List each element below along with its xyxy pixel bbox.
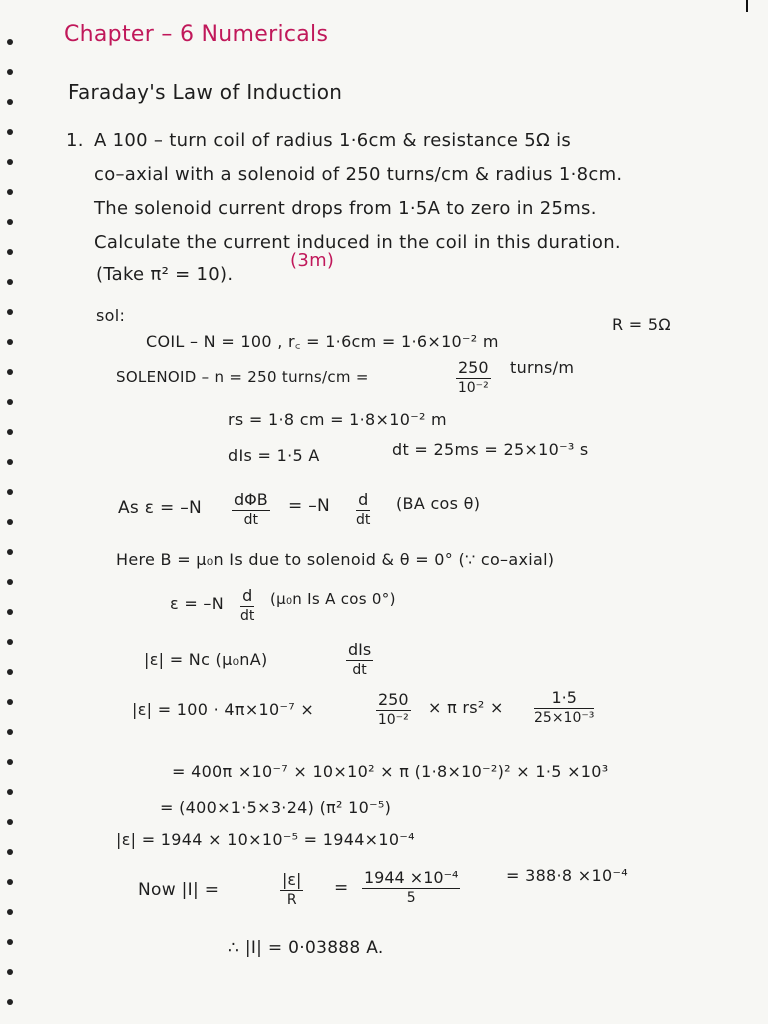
as-line-fraction-2-num: d <box>356 490 370 511</box>
problem-line-3: The solenoid current drops from 1·5A to zero in 25ms. <box>94 198 597 219</box>
calc-line-fraction-2-num: 1·5 <box>534 688 594 709</box>
problem-marks: (3m) <box>290 250 335 271</box>
dis-line: dIs = 1·5 A <box>228 446 320 465</box>
step-4: |ε| = 1944 × 10×10⁻⁵ = 1944×10⁻⁴ <box>116 830 415 849</box>
abs-line-fraction <box>346 640 373 678</box>
now-line-fraction-1 <box>280 870 303 908</box>
now-line-tail: = 388·8 ×10⁻⁴ <box>506 866 628 885</box>
page-edge-mark <box>746 0 748 12</box>
calc-line-fraction-1-num: 250 <box>378 690 409 709</box>
as-line-lead: As ε = –N <box>118 498 203 518</box>
solution-label: sol: <box>96 306 126 325</box>
calc-line-lead: |ε| = 100 · 4π×10⁻⁷ × <box>132 700 315 719</box>
as-line-fraction-2-den: dt <box>356 512 371 528</box>
now-line-eq: = <box>334 878 349 898</box>
problem-number: 1. <box>66 130 84 151</box>
solenoid-fraction-num: 250 <box>458 358 489 377</box>
as-line-fraction-1-den: dt <box>243 512 259 528</box>
now-line-fraction-1-den: R <box>286 892 297 908</box>
eps-line-fraction-den: dt <box>240 608 255 624</box>
calc-line-fraction-1 <box>376 690 411 728</box>
abs-line-fraction-num: dIs <box>348 640 372 659</box>
dt-line: dt = 25ms = 25×10⁻³ s <box>392 440 589 459</box>
eps-line-fraction <box>240 586 254 624</box>
as-line-mid: = –N <box>288 496 331 516</box>
eps-line-lead: ε = –N <box>170 594 224 613</box>
eps-line-tail: (μ₀n Is A cos 0°) <box>270 590 396 608</box>
as-line-fraction-1-num: dΦB <box>234 490 268 509</box>
step-2: = 400π ×10⁻⁷ × 10×10² × π (1·8×10⁻²)² × 1·5 ×10³ <box>172 762 609 781</box>
abs-line-fraction-den: dt <box>352 662 367 678</box>
chapter-title: Chapter – 6 Numericals <box>64 22 329 47</box>
abs-line-lead: |ε| = Nc (μ₀nA) <box>144 650 268 669</box>
problem-line-2: co–axial with a solenoid of 250 turns/cm & radius 1·8cm. <box>94 164 623 185</box>
coil-resistance: R = 5Ω <box>612 315 671 334</box>
step-3: = (400×1·5×3·24) (π² 10⁻⁵) <box>160 798 392 817</box>
now-line-fraction-1-num: |ε| <box>282 870 302 889</box>
problem-note: (Take π² = 10). <box>96 264 234 285</box>
problem-line-4: Calculate the current induced in the coil in this duration. <box>94 232 621 253</box>
now-line-fraction-2 <box>362 868 460 906</box>
calc-line-mid: × π rs² × <box>428 698 504 717</box>
solenoid-line: SOLENOID – n = 250 turns/cm = <box>116 368 369 386</box>
here-line: Here B = μ₀n Is due to solenoid & θ = 0° (∵ co–axial) <box>116 550 555 569</box>
solenoid-fraction <box>456 358 491 396</box>
now-line-fraction-2-den: 5 <box>406 890 416 906</box>
coil-line: COIL – N = 100 , r꜀ = 1·6cm = 1·6×10⁻² m <box>146 332 499 351</box>
rs-line: rs = 1·8 cm = 1·8×10⁻² m <box>228 410 447 429</box>
section-title: Faraday's Law of Induction <box>68 80 343 104</box>
final-answer: ∴ |I| = 0·03888 A. <box>228 938 384 958</box>
calc-line-fraction-2-den: 25×10⁻³ <box>534 710 595 726</box>
solenoid-fraction-den: 10⁻² <box>457 380 489 396</box>
problem-line-1: A 100 – turn coil of radius 1·6cm & resistance 5Ω is <box>94 130 572 151</box>
calc-line-fraction-2 <box>534 688 594 726</box>
binding-holes <box>0 0 30 1024</box>
solenoid-unit: turns/m <box>510 358 575 377</box>
eps-line-fraction-num: d <box>240 586 254 607</box>
as-line-tail: (BA cos θ) <box>396 494 481 513</box>
now-line-fraction-2-num: 1944 ×10⁻⁴ <box>364 868 459 887</box>
as-line-fraction-1 <box>232 490 270 528</box>
as-line-fraction-2 <box>356 490 370 528</box>
now-line-lead: Now |I| = <box>138 880 220 900</box>
calc-line-fraction-1-den: 10⁻² <box>377 712 409 728</box>
